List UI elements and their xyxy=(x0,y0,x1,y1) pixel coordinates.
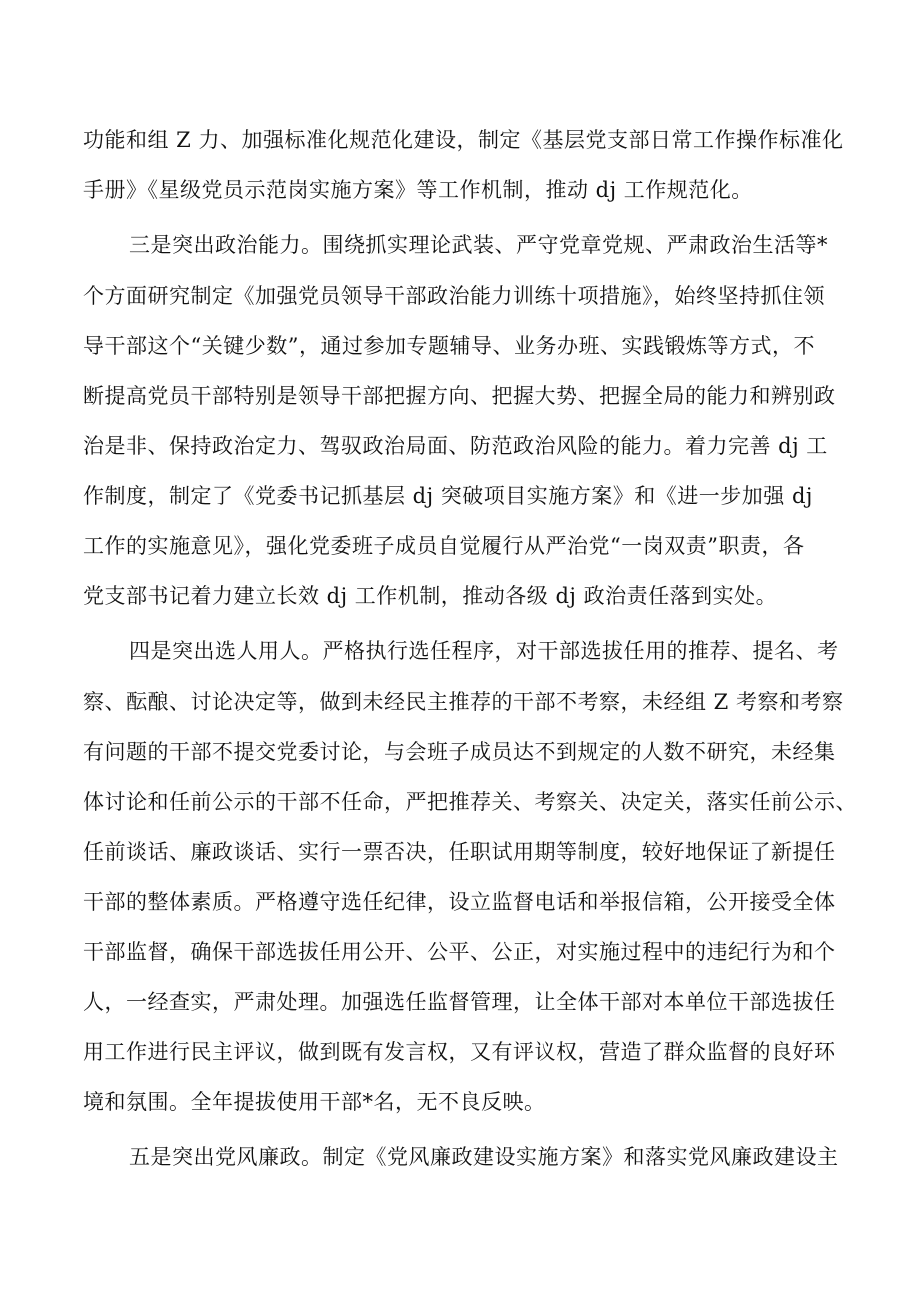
text-line: 体讨论和任前公示的干部不任命，严把推荐关、考察关、决定关，落实任前公示、 xyxy=(83,790,857,814)
text-line: 功能和组 Z 力、加强标准化规范化建设，制定《基层党支部日常工作操作标准化 xyxy=(83,128,844,152)
text-line: 任前谈话、廉政谈话、实行一票否决，任职试用期等制度，较好地保证了新提任 xyxy=(83,840,836,864)
text-line: 手册》《星级党员示范岗实施方案》等工作机制，推动 dj 工作规范化。 xyxy=(83,178,753,202)
text-line: 有问题的干部不提交党委讨论，与会班子成员达不到规定的人数不研究，未经集 xyxy=(83,740,836,764)
text-line: 五是突出党风廉政。制定《党风廉政建设实施方案》和落实党风廉政建设主 xyxy=(129,1145,839,1169)
text-line: 个方面研究制定《加强党员领导干部政治能力训练十项措施》，始终坚持抓住领 xyxy=(83,284,825,308)
text-line: 四是突出选人用人。严格执行选任程序，对干部选拔任用的推荐、提名、考 xyxy=(129,639,839,663)
text-line: 三是突出政治能力。围绕抓实理论武装、严守党章党规、严肃政治生活等* xyxy=(129,233,828,257)
text-line: 断提高党员干部特别是领导干部把握方向、把握大势、把握全局的能力和辨别政 xyxy=(83,384,836,408)
text-line: 用工作进行民主评议，做到既有发言权，又有评议权，营造了群众监督的良好环 xyxy=(83,1040,836,1064)
text-line: 治是非、保持政治定力、驾驭政治局面、防范政治风险的能力。着力完善 dj 工 xyxy=(83,434,828,458)
text-line: 干部的整体素质。严格遵守选任纪律，设立监督电话和举报信箱，公开接受全体 xyxy=(83,890,836,914)
text-line: 作制度，制定了《党委书记抓基层 dj 突破项目实施方案》和《进一步加强 dj xyxy=(83,484,813,508)
text-line: 党支部书记着力建立长效 dj 工作机制，推动各级 dj 政治责任落到实处。 xyxy=(83,584,778,608)
text-line: 人，一经查实，严肃处理。加强选任监督管理，让全体干部对本单位干部选拔任 xyxy=(83,990,836,1014)
text-line: 工作的实施意见》，强化党委班子成员自觉履行从严治党“一岗双责”职责，各 xyxy=(83,534,805,558)
text-line: 境和氛围。全年提拔使用干部*名，无不良反映。 xyxy=(83,1090,546,1114)
text-line: 察、酝酿、讨论决定等，做到未经民主推荐的干部不考察，未经组 Z 考察和考察 xyxy=(83,690,844,714)
text-line: 干部监督，确保干部选拔任用公开、公平、公正，对实施过程中的违纪行为和个 xyxy=(83,940,836,964)
text-line: 导干部这个“关键少数”，通过参加专题辅导、业务办班、实践锻炼等方式，不 xyxy=(83,334,815,358)
